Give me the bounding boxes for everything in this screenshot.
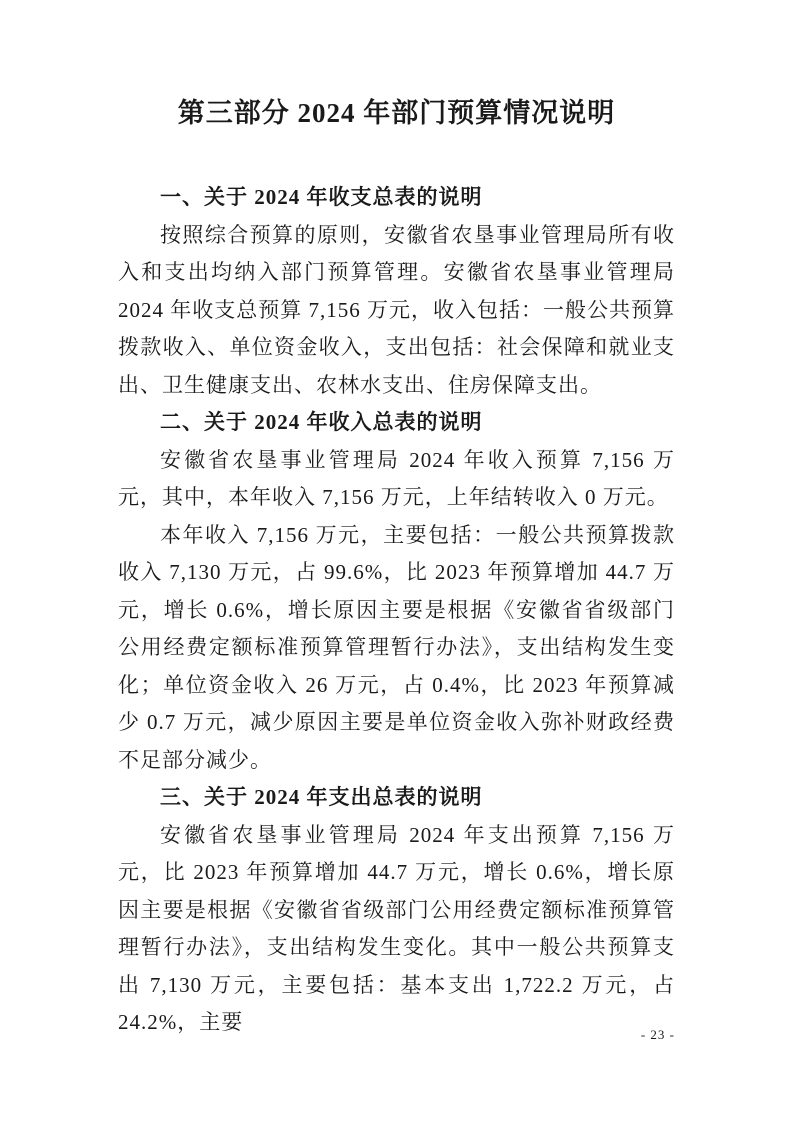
document-body [118,179,675,1042]
section-heading-income-summary: 二、关于 2024 年收入总表的说明 [160,410,483,434]
section-heading-expenditure-summary: 三、关于 2024 年支出总表的说明 [160,785,483,809]
section-heading-income-expenditure-summary: 一、关于 2024 年收支总表的说明 [160,185,483,209]
paragraph: 按照综合预算的原则，安徽省农垦事业管理局所有收入和支出均纳入部门预算管理。安徽省农垦事业管理局 2024 年收支总预算 7,156 万元，收入包括：一般公共预算拨款收入、单位资金收入，支出包括：社会保障和就业支出、卫生健康支出、农林水支出、住房保障支出。 [118,222,675,397]
paragraph: 安徽省农垦事业管理局 2024 年收入预算 7,156 万元，其中，本年收入 7,156 万元，上年结转收入 0 万元。 [118,447,675,509]
paragraph: 安徽省农垦事业管理局 2024 年支出预算 7,156 万元，比 2023 年预算增加 44.7 万元，增长 0.6%，增长原因主要是根据《安徽省省级部门公用经费定额标准预算管理暂行办法》，支出结构发生变化。其中一般公共预算支出 7,130 万元，主要包括：基本支出 1,722.2 万元，占 24.2%，主要 [118,822,675,1034]
paragraph: 本年收入 7,156 万元，主要包括：一般公共预算拨款收入 7,130 万元，占 99.6%，比 2023 年预算增加 44.7 万元，增长 0.6%，增长原因主要是根据《安徽省省级部门公用经费定额标准预算管理暂行办法》，支出结构发生变化；单位资金收入 26 万元，占 0.4%，比 2023 年预算减少 0.7 万元，减少原因主要是单位资金收入弥补财政经费不足部分减少。 [118,522,675,772]
page-number: - 23 - [640,1027,675,1042]
document-title: 第三部分 2024 年部门预算情况说明 [177,98,616,128]
